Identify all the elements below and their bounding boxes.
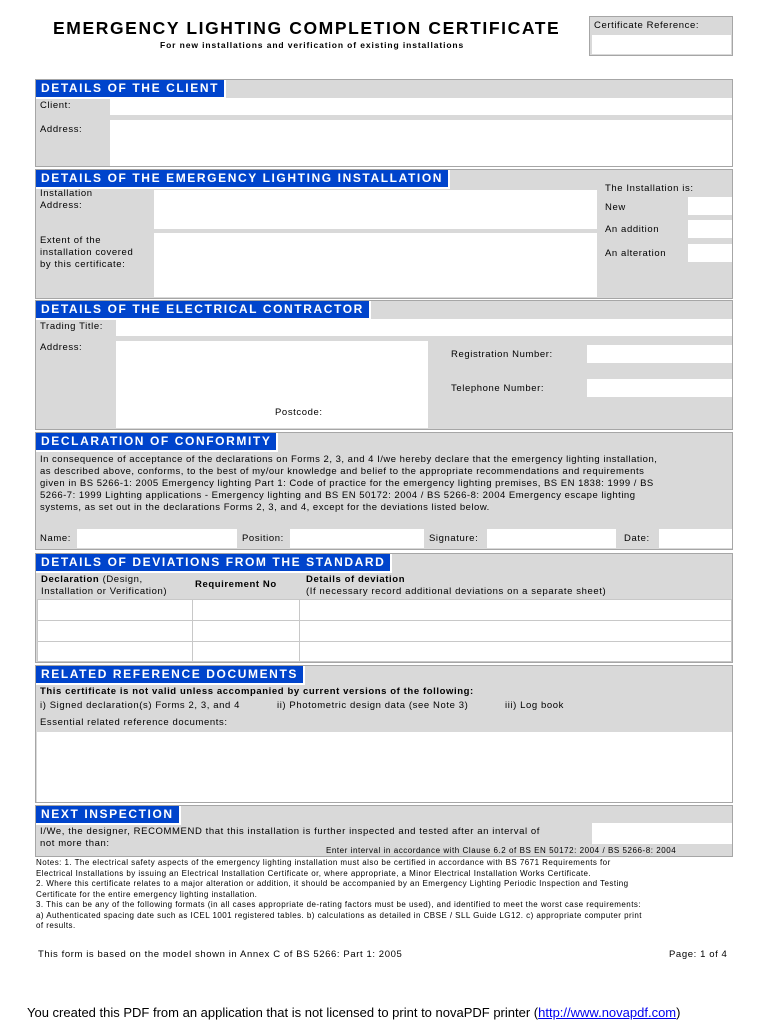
extent-label-1: Extent of the [40,235,102,246]
client-input[interactable] [110,98,732,115]
note-line: a) Authenticated spacing date such as ICEL 1001 registered tables. b) calculations as detailed in CBSE / SLL Guide LG12. c) appropriate computer print [36,910,642,920]
name-label: Name: [40,533,71,544]
essential-references-input[interactable] [37,732,732,802]
postcode-label: Postcode: [275,407,323,418]
note-line: 2. Where this certificate relates to a major alteration or addition, it should be accompanied by an Emergency Lighting Periodic Inspection and Testing [36,879,629,888]
client-address-input[interactable] [110,120,732,166]
col-details-subheader: (If necessary record additional deviations on a separate sheet) [306,586,607,597]
reference-item-3: iii) Log book [505,700,565,711]
installation-address-input[interactable] [154,190,597,229]
trading-title-label: Trading Title: [40,321,103,332]
watermark-prefix: You created this PDF from an application that is not licensed to print to novaPDF printer ( [27,1005,539,1020]
telephone-number-input[interactable] [587,379,732,397]
note-line: Certificate for the entire emergency lighting installation. [36,889,258,899]
watermark-link[interactable]: http://www.novapdf.com [538,1005,677,1020]
declaration-line-1: In consequence of acceptance of the declarations on Forms 2, 3, and 4 I/we hereby declare that the emergency lighting installation, [40,454,658,465]
essential-references-label: Essential related reference documents: [40,717,228,728]
declaration-line-2: as described above, conforms, to the best of my/our knowledge and belief to the appropriate recommendations and requirements [40,466,645,477]
date-input[interactable] [659,529,732,548]
references-notice: This certificate is not valid unless accompanied by current versions of the following: [40,686,474,697]
deviations-header: DETAILS OF DEVIATIONS FROM THE STANDARD [36,554,392,573]
registration-number-input[interactable] [587,345,732,363]
declaration-line-3: given in BS 5266-1: 2005 Emergency lighting Part 1: Code of practice for the emergency lighting premises, BS EN 1838: 1999 / BS [40,478,654,489]
col-requirement-header: Requirement No [195,579,277,590]
installation-address-label-2: Address: [40,200,83,211]
certificate-reference-input[interactable] [592,35,731,54]
registration-number-label: Registration Number: [451,349,553,360]
references-header: RELATED REFERENCE DOCUMENTS [36,666,305,685]
certificate-reference-label: Certificate Reference: [594,20,700,31]
name-input[interactable] [77,529,237,548]
note-line: Notes: 1. The electrical safety aspects of the emergency lighting installation must also be certified in accordance with BS 7671 Requirements for [36,858,611,867]
extent-input[interactable] [154,233,597,297]
client-address-label: Address: [40,124,83,135]
deviation-row-1-details[interactable] [299,599,732,621]
date-label: Date: [624,533,650,544]
client-label: Client: [40,100,72,111]
contractor-address-input[interactable] [116,341,428,428]
page-title: EMERGENCY LIGHTING COMPLETION CERTIFICATE [53,18,561,38]
position-input[interactable] [290,529,424,548]
position-label: Position: [242,533,284,544]
based-on-text: This form is based on the model shown in Annex C of BS 5266: Part 1: 2005 [38,949,403,960]
deviation-row-2-requirement[interactable] [192,620,300,642]
col-declaration-line2: Installation or Verification) [41,586,168,597]
deviation-row-3-details[interactable] [299,641,732,662]
note-line: 3. This can be any of the following formats (in all cases appropriate de-rating factors must be used), and identified to meet the worst case requirements: [36,900,641,909]
deviation-row-2-declaration[interactable] [37,620,193,642]
inspection-line-2: not more than: [40,838,110,849]
option-new-label: New [605,202,626,213]
installation-is-label: The Installation is: [605,183,694,194]
option-addition-label: An addition [605,224,660,235]
deviation-row-2-details[interactable] [299,620,732,642]
extent-label-3: by this certificate: [40,259,126,270]
installation-address-label-1: Installation [40,188,93,199]
col-declaration-rest: (Design, [99,574,143,585]
reference-item-1: i) Signed declaration(s) Forms 2, 3, and 4 [40,700,240,711]
col-details-header: Details of deviation [306,574,406,585]
deviation-row-1-requirement[interactable] [192,599,300,621]
inspection-interval-input[interactable] [592,823,732,844]
reference-item-2: ii) Photometric design data (see Note 3) [277,700,469,711]
watermark-suffix: ) [676,1005,681,1020]
client-header: DETAILS OF THE CLIENT [36,80,226,99]
trading-title-input[interactable] [116,319,732,336]
note-line: of results. [36,921,76,930]
option-alteration-checkbox[interactable] [688,244,732,262]
inspection-line-1: I/We, the designer, RECOMMEND that this installation is further inspected and tested after an interval of [40,826,541,837]
contractor-address-label: Address: [40,342,83,353]
telephone-number-label: Telephone Number: [451,383,545,394]
installation-header: DETAILS OF THE EMERGENCY LIGHTING INSTALLATION [36,170,450,189]
option-alteration-label: An alteration [605,248,667,259]
inspection-header: NEXT INSPECTION [36,806,181,825]
option-addition-checkbox[interactable] [688,220,732,238]
deviation-row-3-declaration[interactable] [37,641,193,662]
declaration-line-5: systems, as set out in the declarations Forms 2, 3, and 4, except for the deviations listed below. [40,502,490,513]
declaration-header: DECLARATION OF CONFORMITY [36,433,278,452]
page-number: Page: 1 of 4 [669,949,728,960]
watermark [27,1005,680,1020]
note-line: Electrical Installations by issuing an Electrical Installation Certificate or, where appropriate, a Minor Electrical Installation Works Certificate. [36,868,592,878]
page-subtitle: For new installations and verification of existing installations [160,40,465,50]
inspection-hint: Enter interval in accordance with Clause 6.2 of BS EN 50172: 2004 / BS 5266-8: 2004 [326,846,677,855]
extent-label-2: installation covered [40,247,134,258]
signature-label: Signature: [429,533,479,544]
contractor-header: DETAILS OF THE ELECTRICAL CONTRACTOR [36,301,371,320]
deviation-row-1-declaration[interactable] [37,599,193,621]
option-new-checkbox[interactable] [688,197,732,215]
signature-input[interactable] [487,529,616,548]
col-declaration-bold: Declaration [41,574,100,585]
col-declaration-header [41,574,143,586]
deviation-row-3-requirement[interactable] [192,641,300,662]
declaration-line-4: 5266-7: 1999 Lighting applications - Emergency lighting and BS EN 50172: 2004 / BS 5266-8: 2004 Emergency escape lighting [40,490,636,501]
